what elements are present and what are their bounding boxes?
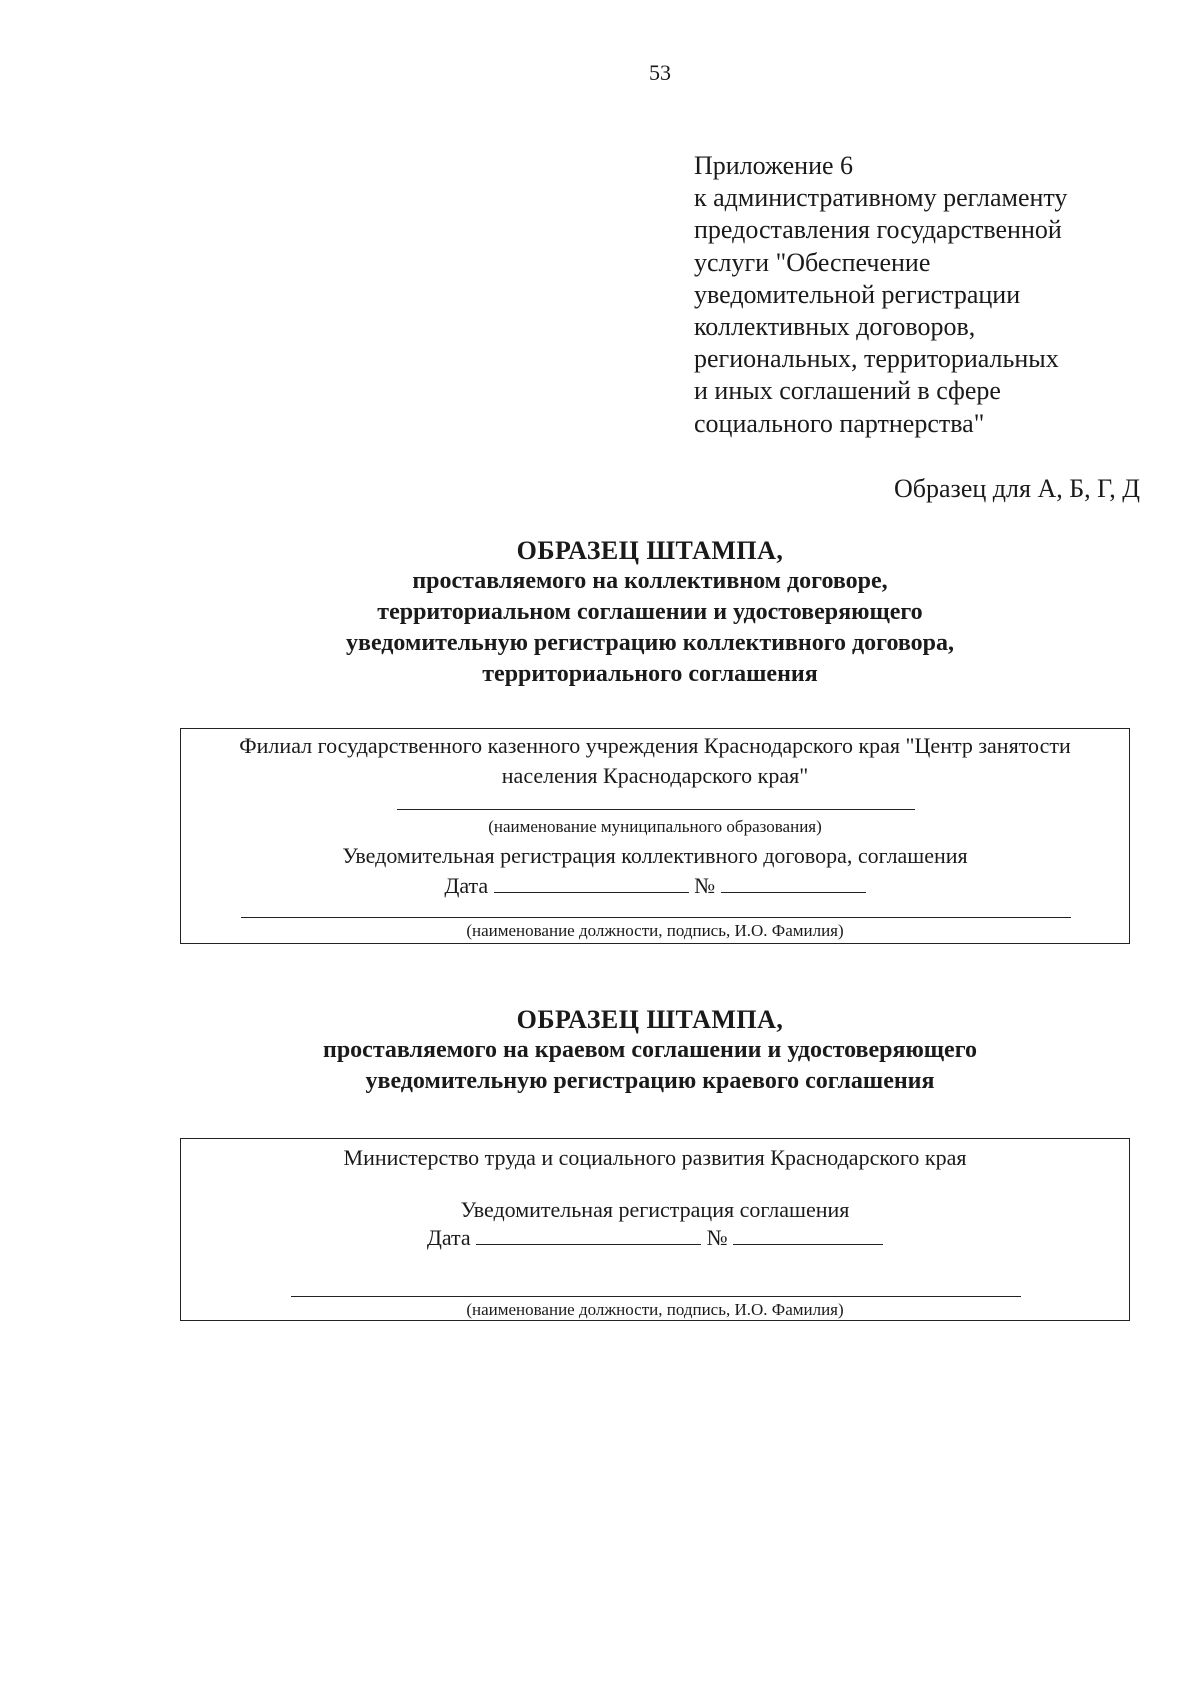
number-blank	[733, 1225, 883, 1245]
stamp1-registration-text: Уведомительная регистрация коллективного договора, соглашения	[342, 843, 968, 868]
municipality-caption: (наименование муниципального образования)	[488, 817, 822, 836]
stamp1-heading-title: ОБРАЗЕЦ ШТАМПА,	[516, 536, 784, 565]
stamp2-heading	[180, 1004, 1120, 1097]
appendix-block	[694, 150, 1134, 440]
date-blank	[494, 873, 689, 893]
date-label: Дата	[426, 1225, 471, 1250]
stamp1-org-line: населения Краснодарского края"	[501, 763, 809, 788]
appendix-line: к административному регламенту	[694, 183, 1068, 213]
stamp2-org-line: Министерство труда и социального развития Краснодарского края	[343, 1145, 967, 1170]
appendix-line: услуги "Обеспечение	[694, 247, 931, 277]
appendix-line: коллективных договоров,	[694, 312, 976, 342]
stamp1-heading	[180, 535, 1120, 690]
stamp2-date-row	[181, 1225, 1129, 1251]
stamp2-signature-caption: (наименование должности, подпись, И.О. Фамилия)	[466, 1300, 844, 1319]
stamp1-heading-line: территориальном соглашении и удостоверяющего	[377, 599, 923, 625]
page-number: 53	[649, 60, 671, 85]
number-label: №	[694, 873, 716, 898]
stamp1-heading-line: проставляемого на коллективном договоре,	[412, 568, 888, 594]
stamp2-box	[180, 1138, 1130, 1321]
appendix-line: предоставления государственной	[694, 215, 1062, 245]
number-label: №	[706, 1225, 728, 1250]
stamp1-heading-line: территориального соглашения	[482, 661, 818, 687]
appendix-line: Приложение 6	[694, 151, 854, 180]
date-blank	[476, 1225, 701, 1245]
signature-blank-line	[241, 917, 1071, 918]
stamp2-heading-title: ОБРАЗЕЦ ШТАМПА,	[516, 1005, 784, 1034]
stamp2-heading-line: уведомительную регистрацию краевого соглашения	[365, 1068, 935, 1094]
date-label: Дата	[444, 873, 489, 898]
sample-note: Образец для А, Б, Г, Д	[894, 474, 1140, 503]
signature-blank-line	[291, 1296, 1021, 1297]
appendix-line: уведомительной регистрации	[694, 279, 1021, 309]
number-blank	[721, 873, 866, 893]
appendix-line: и иных соглашений в сфере	[694, 376, 1001, 406]
appendix-line: региональных, территориальных	[694, 344, 1059, 374]
stamp1-box	[180, 728, 1130, 944]
stamp2-heading-line: проставляемого на краевом соглашении и удостоверяющего	[322, 1037, 977, 1063]
stamp2-registration-text: Уведомительная регистрация соглашения	[460, 1197, 850, 1222]
stamp1-signature-caption: (наименование должности, подпись, И.О. Фамилия)	[466, 921, 844, 940]
appendix-line: социального партнерства"	[694, 408, 985, 438]
stamp1-org-line: Филиал государственного казенного учреждения Краснодарского края "Центр занятости	[239, 733, 1071, 758]
municipality-blank-line	[397, 809, 915, 810]
stamp1-heading-line: уведомительную регистрацию коллективного договора,	[345, 630, 955, 656]
stamp1-date-row	[181, 873, 1129, 899]
